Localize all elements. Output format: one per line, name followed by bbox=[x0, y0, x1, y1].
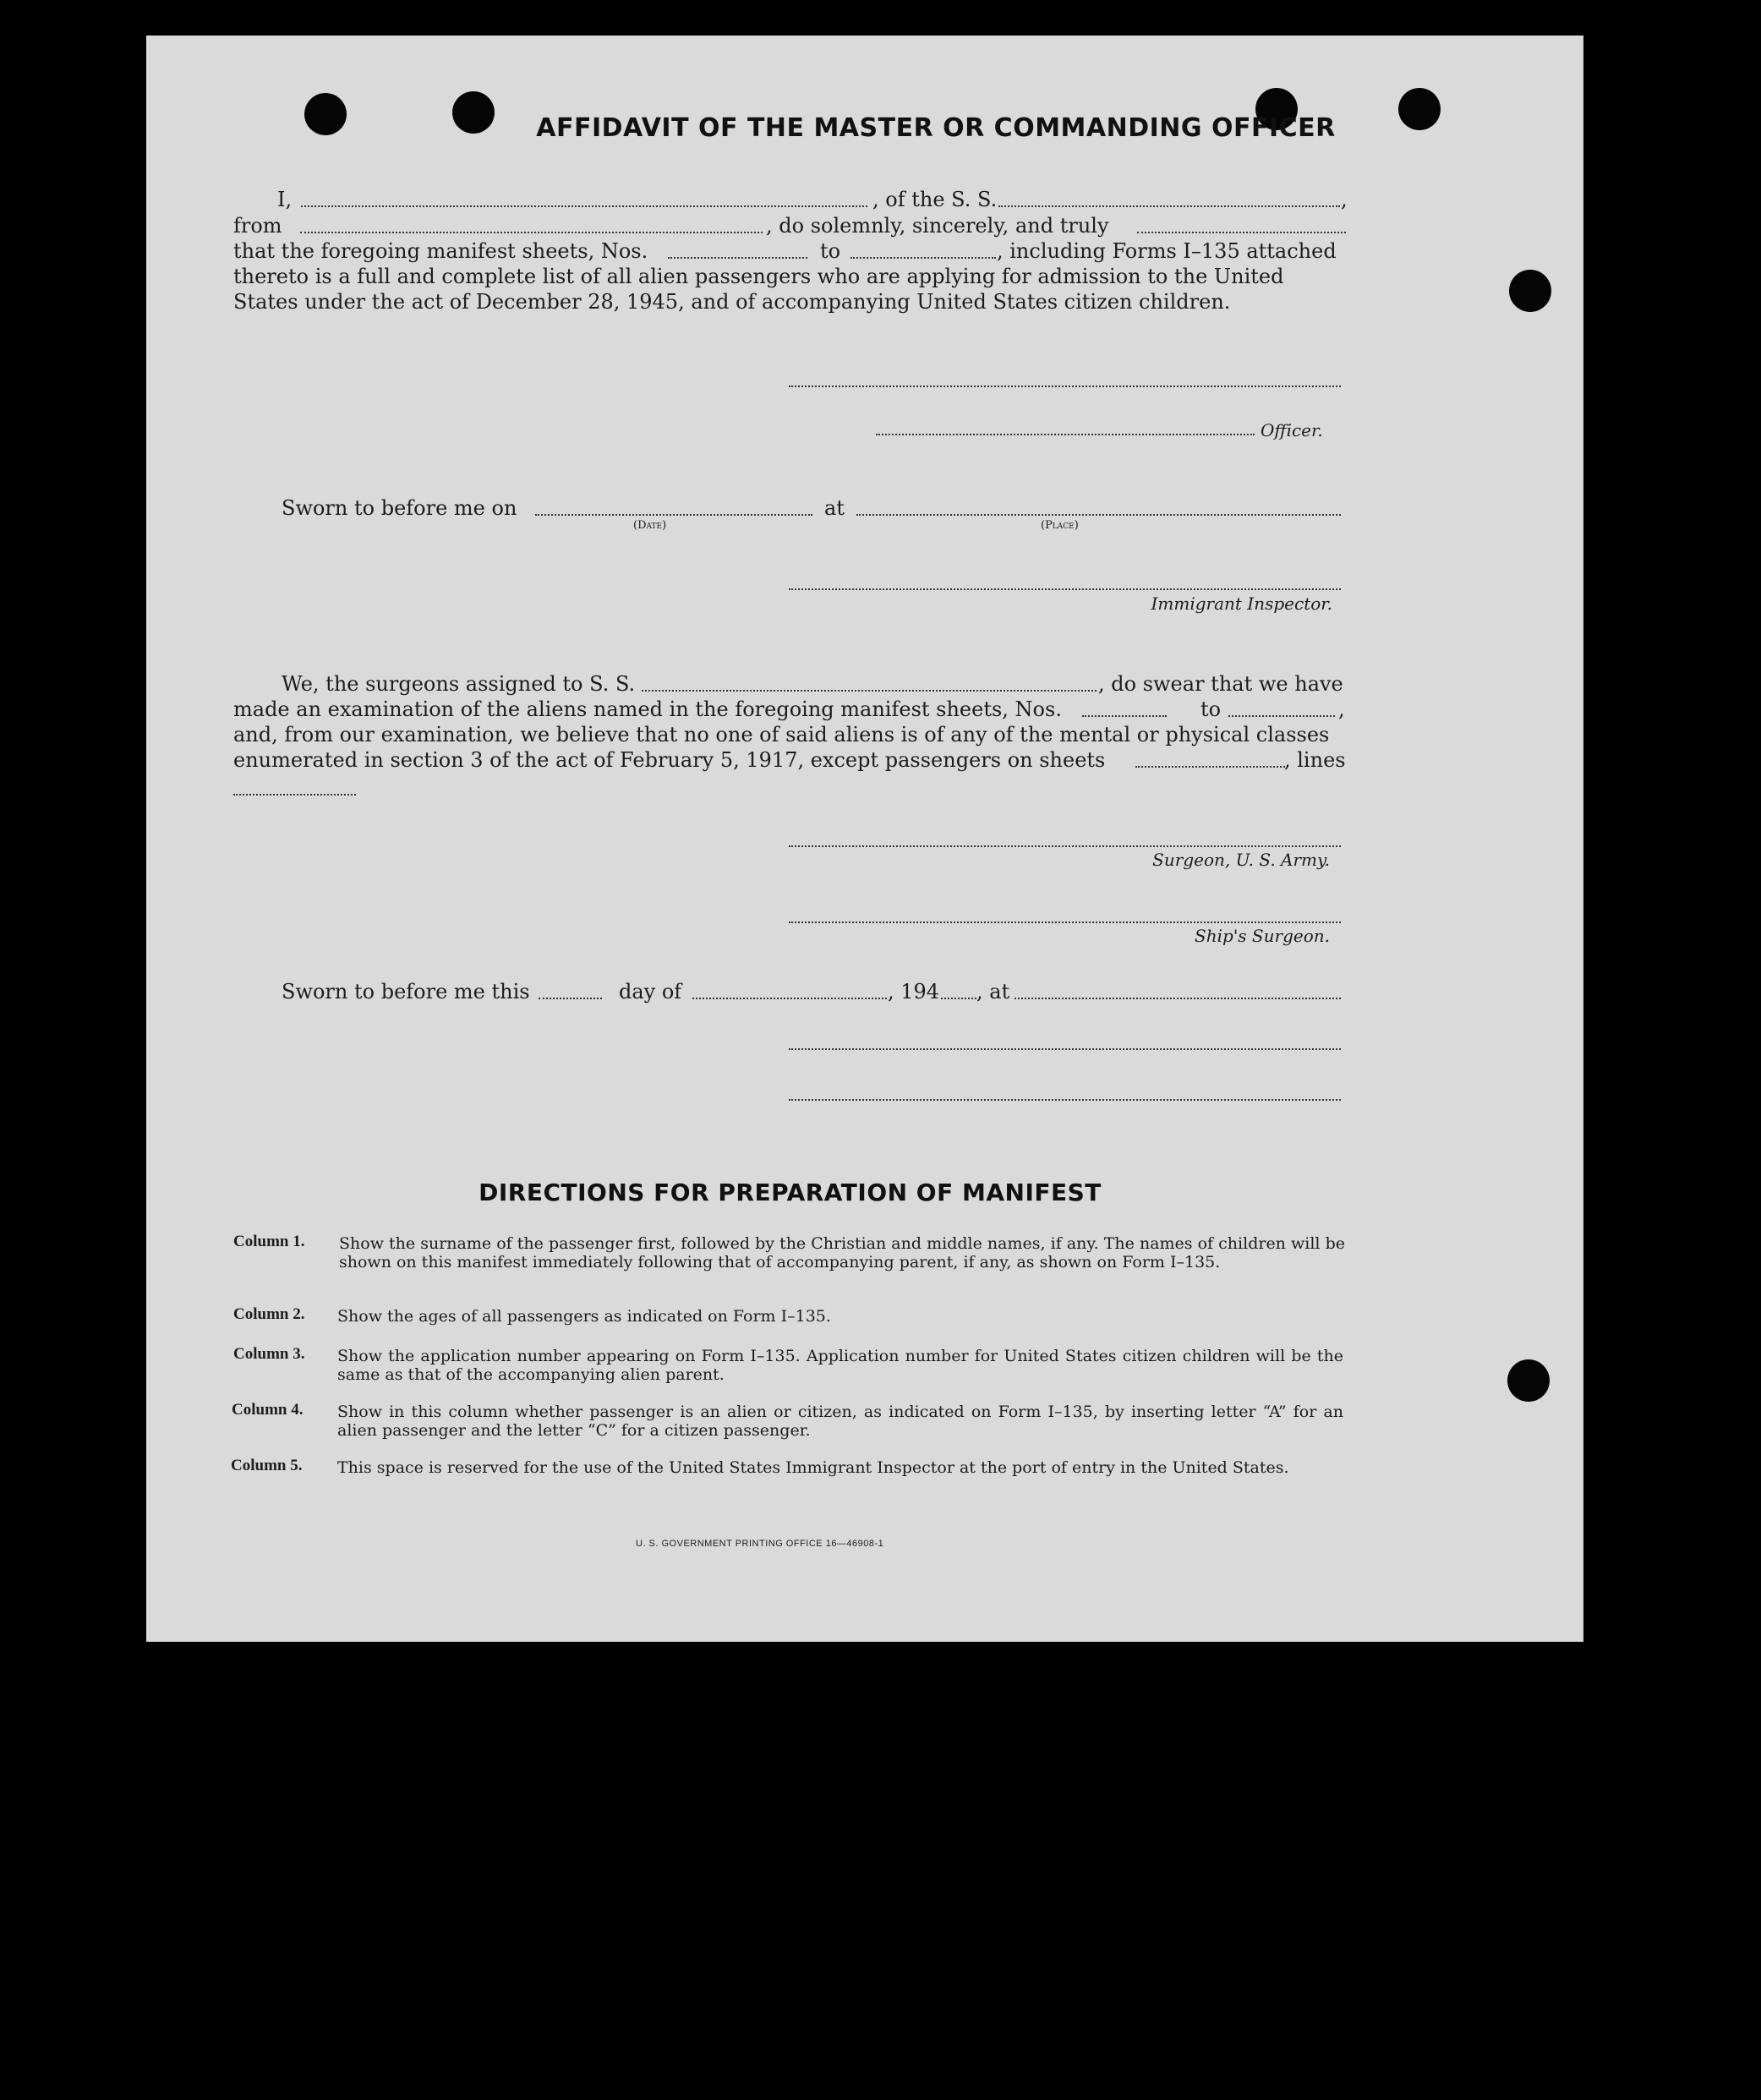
surgeons-line3: and, from our examination, we believe that no one of said aliens is of any of the mental or physical classes bbox=[233, 723, 1330, 746]
column2-text: Show the ages of all passengers as indicated on Form I–135. bbox=[337, 1307, 831, 1326]
sworn2-title-line[interactable] bbox=[789, 1099, 1341, 1101]
sworn1-date-field[interactable] bbox=[535, 514, 812, 516]
affidavit-extra-field[interactable] bbox=[1137, 232, 1346, 233]
column3-label: Column 3. bbox=[233, 1345, 305, 1363]
punch-hole bbox=[304, 93, 347, 135]
affidavit-line4 bbox=[233, 265, 1347, 290]
sheets-to-field[interactable] bbox=[850, 257, 996, 259]
affidavit-from: from bbox=[233, 214, 282, 238]
punch-hole bbox=[1509, 270, 1551, 312]
sworn2-month-field[interactable] bbox=[692, 998, 887, 999]
sworn2-label: Sworn to before me this bbox=[282, 980, 530, 1004]
surgeons-comma: , bbox=[1338, 697, 1345, 721]
ship-surgeon-signature-line[interactable] bbox=[789, 921, 1341, 923]
affidavit-solemnly: , do solemnly, sincerely, and truly bbox=[766, 214, 1109, 238]
place-caption: (Place) bbox=[1041, 519, 1079, 532]
punch-hole bbox=[1507, 1359, 1550, 1402]
column2-label: Column 2. bbox=[233, 1305, 305, 1323]
sworn2-day-of: day of bbox=[619, 980, 682, 1004]
sworn1-at: at bbox=[824, 496, 845, 520]
column1-label: Column 1. bbox=[233, 1233, 305, 1250]
affidavit-line5: States under the act of December 28, 1945, and of accompanying United States citizen children. bbox=[233, 290, 1231, 314]
army-surgeon-signature-line[interactable] bbox=[789, 845, 1341, 847]
master-name-field[interactable] bbox=[301, 205, 867, 207]
column3-text: Show the application number appearing on Form I–135. Application number for United States citizen children will be the same as that of the accompanying alien parent. bbox=[337, 1347, 1343, 1384]
sworn2-year-field[interactable] bbox=[941, 998, 976, 999]
directions-title: DIRECTIONS FOR PREPARATION OF MANIFEST bbox=[479, 1179, 1102, 1206]
surgeons-line4a: enumerated in section 3 of the act of February 5, 1917, except passengers on sheets bbox=[233, 748, 1106, 772]
sworn1-label: Sworn to before me on bbox=[282, 496, 517, 520]
affidavit-of-ss: , of the S. S. bbox=[872, 188, 998, 211]
surgeons-line1a: We, the surgeons assigned to S. S. bbox=[282, 672, 636, 696]
sworn2-signature-line[interactable] bbox=[789, 1048, 1341, 1050]
affidavit-to: to bbox=[820, 239, 841, 263]
surgeons-sheets-from-field[interactable] bbox=[1082, 715, 1167, 717]
inspector-label: Immigrant Inspector. bbox=[1151, 593, 1332, 614]
officer-label: Officer. bbox=[1261, 420, 1323, 440]
affidavit-forms: , including Forms I–135 attached bbox=[997, 239, 1337, 263]
affidavit-line4-text: thereto is a full and complete list of all alien passengers who are applying for admission to the United bbox=[233, 265, 1284, 288]
affidavit-sheets-text: that the foregoing manifest sheets, Nos. bbox=[233, 239, 648, 263]
surgeons-line1b: , do swear that we have bbox=[1098, 672, 1343, 696]
date-caption: (Date) bbox=[633, 519, 667, 532]
column5-text: This space is reserved for the use of the United States Immigrant Inspector at the port of entry in the United States. bbox=[337, 1458, 1289, 1477]
sworn2-place-field[interactable] bbox=[1014, 998, 1341, 999]
printer-imprint: U. S. GOVERNMENT PRINTING OFFICE 16—46908-1 bbox=[636, 1539, 884, 1549]
inspector-signature-line[interactable] bbox=[789, 588, 1341, 590]
surgeons-sheets-to-field[interactable] bbox=[1228, 715, 1335, 717]
column5-label: Column 5. bbox=[231, 1457, 303, 1474]
ship-name-field[interactable] bbox=[998, 205, 1340, 207]
affidavit-i: I, bbox=[277, 188, 293, 211]
form-page bbox=[146, 36, 1583, 1642]
affidavit-comma: , bbox=[1341, 188, 1348, 211]
surgeons-to: to bbox=[1200, 697, 1222, 721]
sworn2-year: , 194 bbox=[888, 980, 940, 1004]
sworn1-place-field[interactable] bbox=[856, 514, 1341, 516]
exception-sheets-field[interactable] bbox=[1135, 766, 1285, 768]
column1-text: Show the surname of the passenger first, followed by the Christian and middle names, if any. The names of children will be shown on this manifest immediately following that of accompanying parent, if any, as shown on Form I–135. bbox=[339, 1234, 1345, 1271]
surgeons-lines: , lines bbox=[1284, 748, 1346, 772]
officer-title-line[interactable] bbox=[876, 434, 1255, 435]
army-surgeon-label: Surgeon, U. S. Army. bbox=[1152, 850, 1330, 870]
affidavit-title: AFFIDAVIT OF THE MASTER OR COMMANDING OFFICER bbox=[536, 113, 1336, 143]
master-signature-line[interactable] bbox=[789, 386, 1341, 387]
ship-surgeon-label: Ship's Surgeon. bbox=[1195, 926, 1330, 946]
exception-lines-field[interactable] bbox=[233, 794, 356, 796]
column4-label: Column 4. bbox=[232, 1401, 304, 1419]
port-from-field[interactable] bbox=[300, 232, 763, 233]
sheets-from-field[interactable] bbox=[668, 257, 807, 259]
sworn2-day-field[interactable] bbox=[539, 998, 602, 999]
surgeons-line2a: made an examination of the aliens named in the foregoing manifest sheets, Nos. bbox=[233, 697, 1062, 721]
sworn2-at: , at bbox=[976, 980, 1010, 1004]
column4-text: Show in this column whether passenger is an alien or citizen, as indicated on Form I–135, by inserting letter “A” for an alien passenger and the letter “C” for a citizen passenger. bbox=[337, 1403, 1343, 1440]
surgeons-ship-field[interactable] bbox=[642, 690, 1097, 692]
